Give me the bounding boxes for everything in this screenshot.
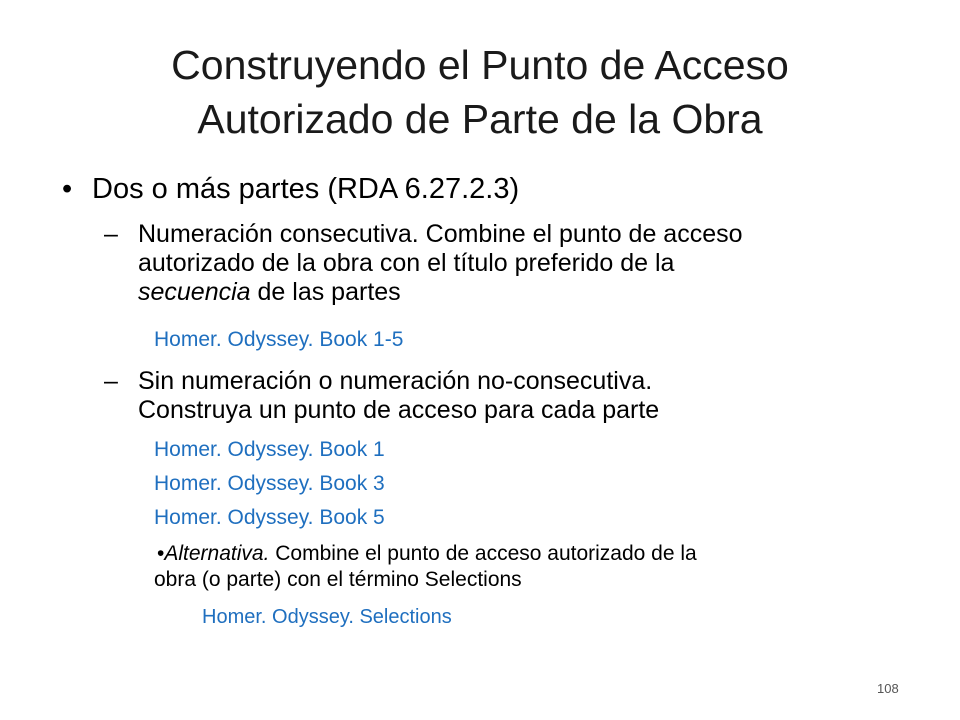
alternative-line-1 <box>157 541 697 567</box>
example-book-1-5: Homer. Odyssey. Book 1-5 <box>154 328 404 351</box>
slide-title <box>60 38 900 146</box>
bullet-text: Dos o más partes (RDA 6.27.2.3) <box>92 173 520 205</box>
subpoint-no-consecutiva-line-1: Sin numeración o numeración no-consecutiva. <box>138 367 653 395</box>
slide-title-line-1: Construyendo el Punto de Acceso <box>171 42 789 88</box>
alternative-line-2: obra (o parte) con el término Selections <box>154 568 522 591</box>
example-selections: Homer. Odyssey. Selections <box>202 606 452 628</box>
bullet-marker: • <box>62 173 73 205</box>
example-book-5: Homer. Odyssey. Book 5 <box>154 506 385 529</box>
subpoint-consecutiva-line-2: autorizado de la obra con el título preferido de la <box>138 249 675 277</box>
subpoint-consecutiva-line-1: Numeración consecutiva. Combine el punto de acceso <box>138 220 743 248</box>
alternative-label: Alternativa. <box>164 542 270 565</box>
emphasis-secuencia: secuencia <box>138 278 251 306</box>
subpoint-consecutiva-line-3-rest: de las partes <box>250 278 401 306</box>
slide-title-line-2: Autorizado de Parte de la Obra <box>197 96 763 142</box>
page-number: 108 <box>877 681 899 696</box>
example-book-1: Homer. Odyssey. Book 1 <box>154 438 385 461</box>
alternative-line-1-rest: Combine el punto de acceso autorizado de la <box>269 542 697 565</box>
example-book-3: Homer. Odyssey. Book 3 <box>154 472 385 495</box>
subpoint-marker: – <box>104 220 118 248</box>
alternative-marker: • <box>157 542 165 565</box>
subpoint-marker: – <box>104 367 118 395</box>
subpoint-consecutiva-line-3 <box>138 278 401 307</box>
subpoint-no-consecutiva-line-2: Construya un punto de acceso para cada parte <box>138 396 660 424</box>
